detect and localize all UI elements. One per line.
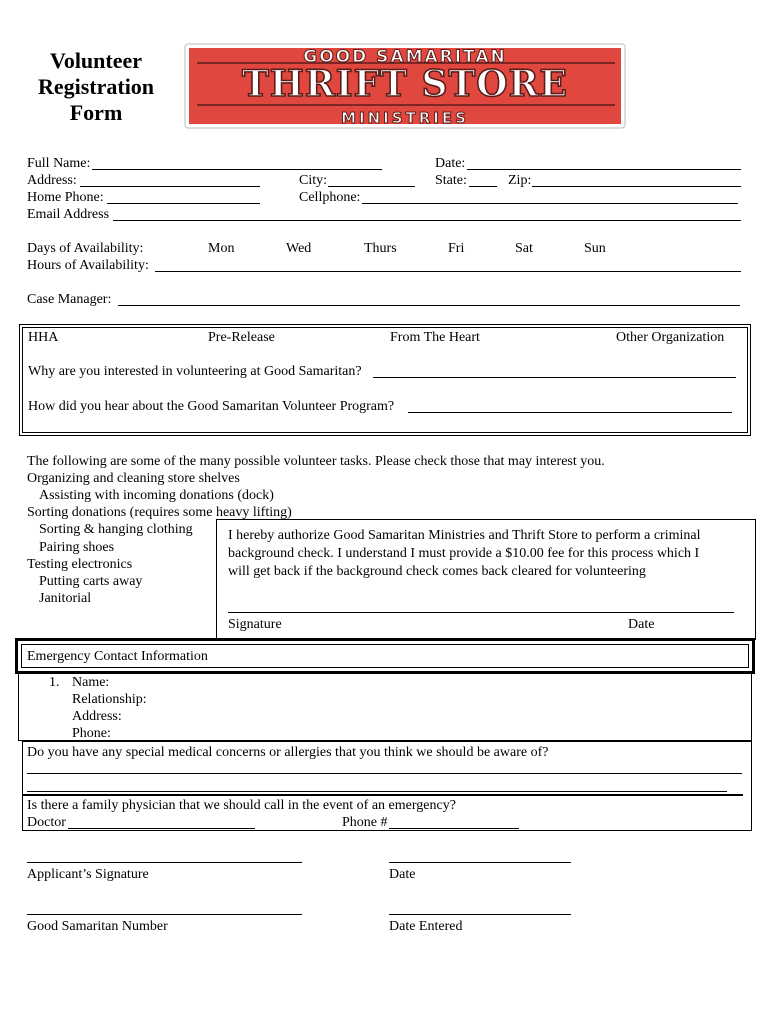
day-sun[interactable]: Sun — [584, 241, 606, 256]
applicant-signature-line[interactable] — [27, 862, 302, 863]
date-entered-line[interactable] — [389, 914, 571, 915]
home-phone-label: Home Phone: — [27, 190, 104, 205]
day-thurs[interactable]: Thurs — [364, 241, 397, 256]
date-line[interactable] — [467, 169, 741, 170]
authorization-line-2: background check. I understand I must provide a $10.00 fee for this process which I — [228, 546, 700, 561]
org-other[interactable]: Other Organization — [616, 330, 725, 345]
day-mon[interactable]: Mon — [208, 241, 235, 256]
case-manager-line[interactable] — [118, 305, 740, 306]
date-entered-label: Date Entered — [389, 919, 463, 934]
state-label: State: — [435, 173, 467, 188]
emergency-number: 1. — [49, 675, 60, 690]
cellphone-label: Cellphone: — [299, 190, 361, 205]
task-pairing-shoes[interactable]: Pairing shoes — [39, 540, 115, 555]
hours-line[interactable] — [155, 271, 741, 272]
task-janitorial[interactable]: Janitorial — [39, 591, 92, 606]
emergency-name-label: Name: — [72, 675, 110, 690]
physician-question: Is there a family physician that we should call in the event of an emergency? — [27, 798, 456, 813]
city-line[interactable] — [328, 186, 415, 187]
authorization-signature-label: Signature — [228, 617, 282, 632]
address-line[interactable] — [80, 186, 260, 187]
medical-answer-line-1[interactable] — [27, 773, 742, 774]
email-label: Email Address — [27, 207, 110, 222]
date-label: Date: — [435, 156, 466, 171]
medical-answer-line-2[interactable] — [27, 791, 727, 792]
physician-phone-label: Phone # — [342, 815, 388, 830]
logo-top-text: GOOD SAMARITAN — [303, 47, 507, 67]
state-line[interactable] — [469, 186, 497, 187]
hear-answer-line[interactable] — [408, 412, 732, 413]
task-hanging-clothing[interactable]: Sorting & hanging clothing — [39, 522, 193, 537]
thrift-store-logo — [183, 40, 629, 132]
cellphone-line[interactable] — [362, 203, 738, 204]
days-label: Days of Availability: — [27, 241, 144, 256]
authorization-line-3: will get back if the background check comes back cleared for volunteering — [228, 564, 646, 579]
task-putting-carts[interactable]: Putting carts away — [39, 574, 143, 589]
authorization-signature-line[interactable] — [228, 612, 734, 613]
doctor-label: Doctor — [27, 815, 66, 830]
logo-bottom-text: MINISTRIES — [341, 109, 469, 127]
home-phone-line[interactable] — [107, 203, 260, 204]
logo-main-text: THRIFT STORE — [242, 63, 568, 105]
gs-number-line[interactable] — [27, 914, 302, 915]
full-name-line[interactable] — [92, 169, 382, 170]
gs-number-label: Good Samaritan Number — [27, 919, 168, 934]
form-title — [28, 48, 164, 126]
case-manager-label: Case Manager: — [27, 292, 112, 307]
full-name-label: Full Name: — [27, 156, 91, 171]
title-line-2: Registration — [37, 74, 155, 99]
emergency-address-label: Address: — [72, 709, 122, 724]
day-fri[interactable]: Fri — [448, 241, 465, 256]
task-sorting-donations[interactable]: Sorting donations (requires some heavy lifting) — [27, 505, 292, 520]
emergency-phone-label: Phone: — [72, 726, 111, 741]
tasks-intro: The following are some of the many possible volunteer tasks. Please check those that may interest you. — [27, 454, 605, 469]
doctor-line[interactable] — [68, 828, 255, 829]
task-donations-dock[interactable]: Assisting with incoming donations (dock) — [39, 488, 274, 503]
applicant-date-line[interactable] — [389, 862, 571, 863]
org-pre-release[interactable]: Pre-Release — [208, 330, 275, 345]
medical-question: Do you have any special medical concerns or allergies that you think we should be aware of? — [27, 745, 549, 760]
interest-question: Why are you interested in volunteering at Good Samaritan? — [28, 364, 362, 379]
zip-label: Zip: — [508, 173, 532, 188]
medical-divider — [23, 794, 743, 796]
city-label: City: — [299, 173, 328, 188]
task-organizing[interactable]: Organizing and cleaning store shelves — [27, 471, 240, 486]
authorization-date-label: Date — [628, 617, 655, 632]
address-label: Address: — [27, 173, 77, 188]
emergency-relationship-label: Relationship: — [72, 692, 147, 707]
emergency-title: Emergency Contact Information — [27, 649, 208, 664]
title-line-3: Form — [69, 100, 123, 125]
day-wed[interactable]: Wed — [286, 241, 312, 256]
org-from-the-heart[interactable]: From The Heart — [390, 330, 480, 345]
zip-line[interactable] — [532, 186, 741, 187]
physician-phone-line[interactable] — [389, 828, 519, 829]
day-sat[interactable]: Sat — [515, 241, 533, 256]
authorization-line-1: I hereby authorize Good Samaritan Ministries and Thrift Store to perform a criminal — [228, 528, 701, 543]
task-testing-electronics[interactable]: Testing electronics — [27, 557, 133, 572]
email-line[interactable] — [113, 220, 741, 221]
interest-answer-line[interactable] — [373, 377, 736, 378]
title-line-1: Volunteer — [49, 48, 143, 73]
org-hha[interactable]: HHA — [28, 330, 59, 345]
applicant-signature-label: Applicant’s Signature — [27, 867, 149, 882]
applicant-date-label: Date — [389, 867, 416, 882]
hear-question: How did you hear about the Good Samaritan Volunteer Program? — [28, 399, 395, 414]
hours-label: Hours of Availability: — [27, 258, 149, 273]
